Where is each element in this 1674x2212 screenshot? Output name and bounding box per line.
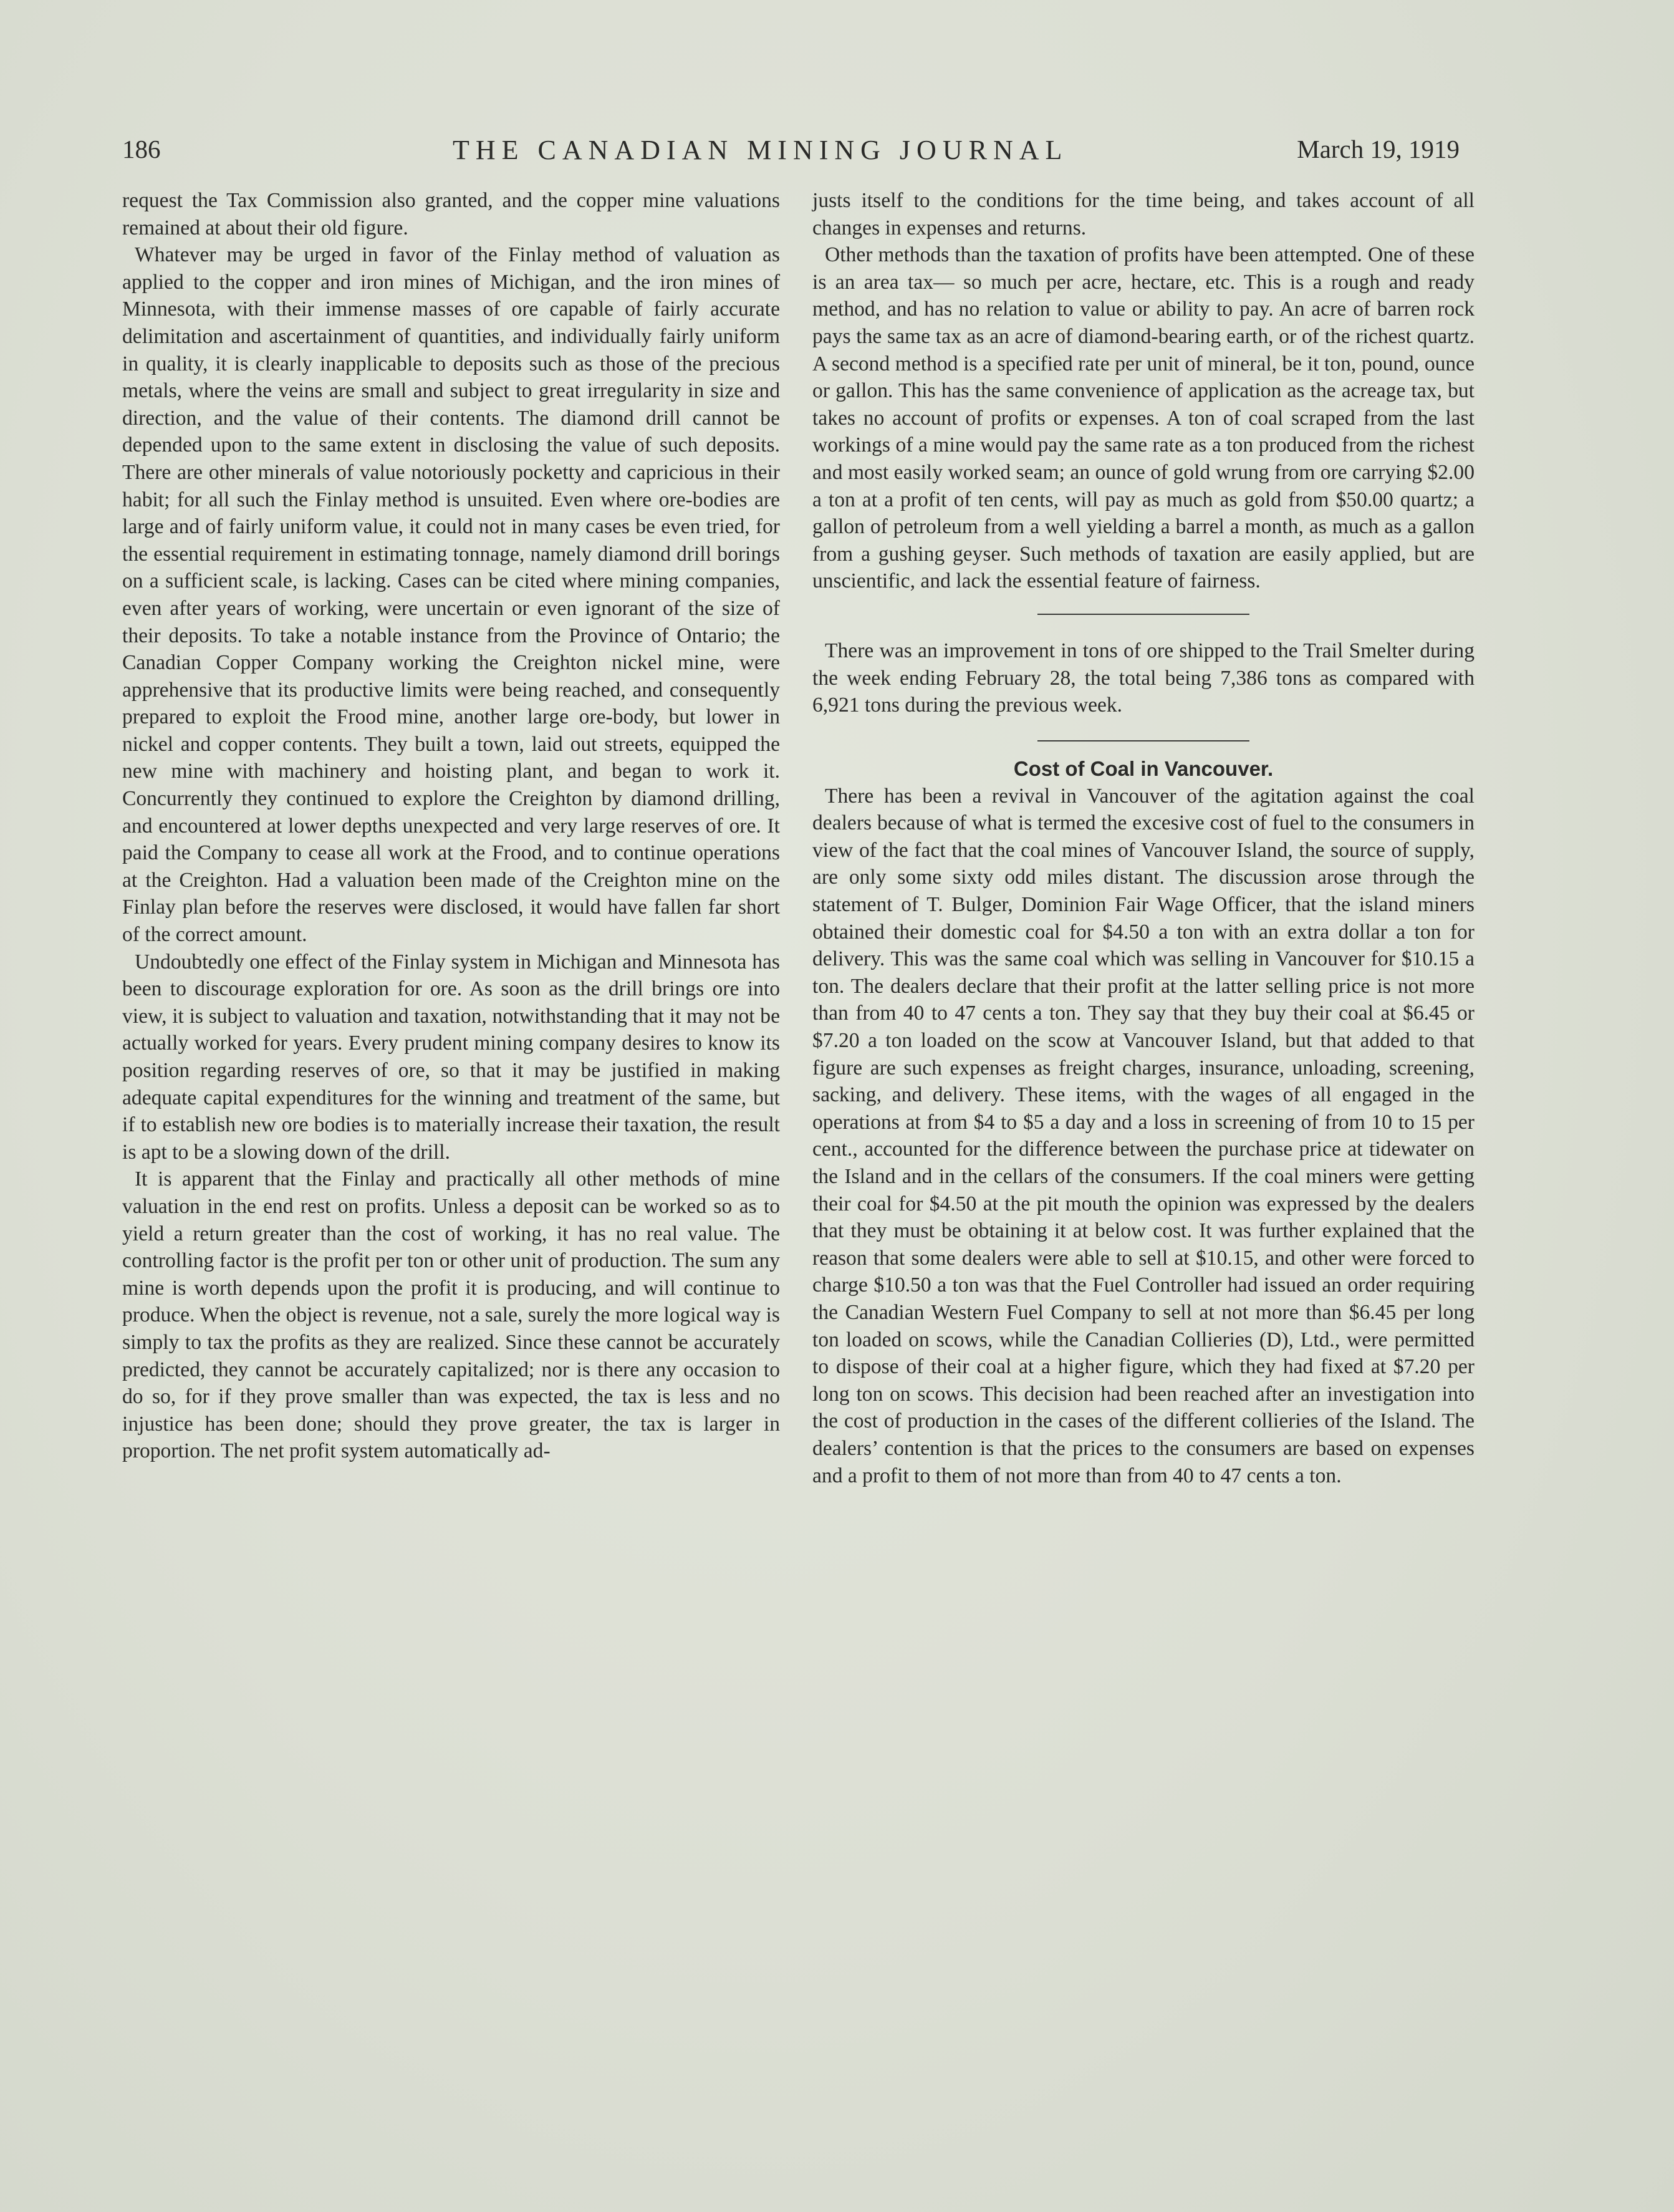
paragraph: Whatever may be urged in favor of the Finlay method of valuation as applied to the copper and iron mines of Michigan, and the iron mines of Minnesota, with their immense masses of ore capable of fairly accurate delimitation and ascertainment of quantities, and individually fairly uniform in quality, it is clearly inapplicable to deposits such as those of the precious metals, where the veins are small and subject to great irregularity in size and direction, and the value of their contents. The diamond drill cannot be depended upon to the same extent in disclosing the value of such deposits. There are other minerals of value notoriously pocketty and capricious in their habit; for all such the Finlay method is unsuited. Even where ore-bodies are large and of fairly uniform value, it could not in many cases be even tried, for the essential requirement in estimating tonnage, namely diamond drill borings on a sufficient scale, is lacking. Cases can be cited where mining companies, even after years of working, were uncertain or even ignorant of the size of their deposits. To take a notable instance from the Province of Ontario; the Canadian Copper Company working the Creighton nickel mine, were apprehensive that its productive limits were being reached, and consequently prepared to exploit the Frood mine, another large ore-body, but lower in nickel and copper contents. They built a town, laid out streets, equipped the new mine with machinery and hoisting plant, and began to work it. Concurrently they continued to explore the Creighton by diamond drilling, and encountered at lower depths unexpected and very large reserves of ore. It paid the Company to cease all work at the Frood, and to continue operations at the Creighton. Had a valuation been made of the Creighton mine on the Finlay plan before the reserves were disclosed, it would have fallen far short of the correct amount. bbox=[122, 243, 780, 947]
paragraph: Other methods than the taxation of profits have been attempted. One of these is an area tax— so much per acre, hectare, etc. This is a rough and ready method, and has no relation to value or ability to pay. An acre of barren rock pays the same tax as an acre of diamond-bearing earth, or of the richest quartz. A second method is a specified rate per unit of mineral, be it ton, pound, ounce or gallon. This has the same convenience of application as the acreage tax, but takes no account of profits or expenses. A ton of coal scraped from the last workings of a mine would pay the same rate as a ton produced from the richest and most easily worked seam; an ounce of gold wrung from ore carrying $2.00 a ton at a profit of ten cents, will pay as much as gold from $50.00 quartz; a gallon of petroleum from a well yielding a barrel a month, as much as a gallon from a gushing geyser. Such methods of taxation are easily applied, but are unscientific, and lack the essential feature of fairness. bbox=[812, 243, 1474, 593]
page-header bbox=[122, 134, 1460, 171]
right-column bbox=[812, 187, 1474, 1489]
paragraph: There has been a revival in Vancouver of the agitation against the coal dealers because of what is termed the excesive cost of fuel to the consumers in view of the fact that the coal mines of Vancouver Island, the source of supply, are only some sixty odd miles distant. The discussion arose through the statement of T. Bulger, Dominion Fair Wage Officer, that the island miners obtained their domestic coal for $4.50 a ton with an extra dollar a ton for delivery. This was the same coal which was selling in Vancouver for $10.15 a ton. The dealers declare that their profit at the latter selling price is not more than from 40 to 47 cents a ton. They say that they buy their coal at $6.45 or $7.20 a ton loaded on the scow at Vancouver Island, but that added to that figure are such expenses as freight charges, insurance, unloading, screening, sacking, and delivery. These items, with the wages of all engaged in the operations at from $4 to $5 a day and a loss in screening of from 10 to 15 per cent., accounted for the difference between the purchase price at tidewater on the Island and in the cellars of the consumers. If the coal miners were getting their coal for $4.50 at the pit mouth the opinion was expressed by the dealers that they must be obtaining it at below cost. It was further explained that the reason that some dealers were able to sell at $10.15, and other were forced to charge $10.50 a ton was that the Fuel Controller had issued an order requiring the Canadian Western Fuel Company to sell at not more than $6.45 per long ton loaded on scows, while the Canadian Collieries (D), Ltd., were permitted to dispose of their coal at a higher figure, which they had fixed at $7.20 per long ton on scows. This decision had been reached after an investigation into the cost of production in the cases of the different collieries of the Island. The dealers’ contention is that the prices to the consumers are based on expenses and a profit to them of not more than from 40 to 47 cents a ton. bbox=[812, 784, 1474, 1487]
paragraph: request the Tax Commission also granted, and the copper mine valuations remained at about their old figure. bbox=[122, 189, 780, 239]
paragraph: It is apparent that the Finlay and practically all other methods of mine valuation in the end rest on profits. Unless a deposit can be worked so as to yield a return greater than the cost of working, it has no real value. The controlling factor is the profit per ton or other unit of production. The sum any mine is worth depends upon the profit it is producing, and will continue to produce. When the object is revenue, not a sale, surely the more logical way is simply to tax the profits as they are realized. Since these cannot be accurately predicted, they cannot be accurately capitalized; nor is there any occasion to do so, for if they prove smaller than was expected, the tax is less and no injustice has been done; should they prove greater, the tax is larger in proportion. The net profit system automatically ad- bbox=[122, 1167, 780, 1463]
section-divider bbox=[1037, 614, 1249, 615]
page-number: 186 bbox=[122, 135, 161, 163]
left-column bbox=[122, 187, 780, 1465]
issue-date: March 19, 1919 bbox=[1297, 135, 1460, 163]
paragraph: Undoubtedly one effect of the Finlay system in Michigan and Minnesota has been to discourage exploration for ore. As soon as the drill brings ore into view, it is subject to valuation and taxation, notwithstanding that it may not be actually worked for years. Every prudent mining company desires to know its position regarding reserves of ore, so that it may be justified in making adequate capital expenditures for the winning and treatment of the same, but if to establish new ore bodies is to materially increase their taxation, the result is apt to be a slowing down of the drill. bbox=[122, 950, 780, 1164]
journal-title: THE CANADIAN MINING JOURNAL bbox=[453, 135, 1069, 165]
smelter-note: There was an improvement in tons of ore shipped to the Trail Smelter during the week ending February 28, the total being 7,386 tons as compared with 6,921 tons during the previous week. bbox=[812, 639, 1474, 717]
paragraph: justs itself to the conditions for the time being, and takes account of all changes in expenses and returns. bbox=[812, 189, 1474, 239]
section-heading: Cost of Coal in Vancouver. bbox=[1013, 756, 1274, 780]
section-divider bbox=[1037, 740, 1249, 741]
